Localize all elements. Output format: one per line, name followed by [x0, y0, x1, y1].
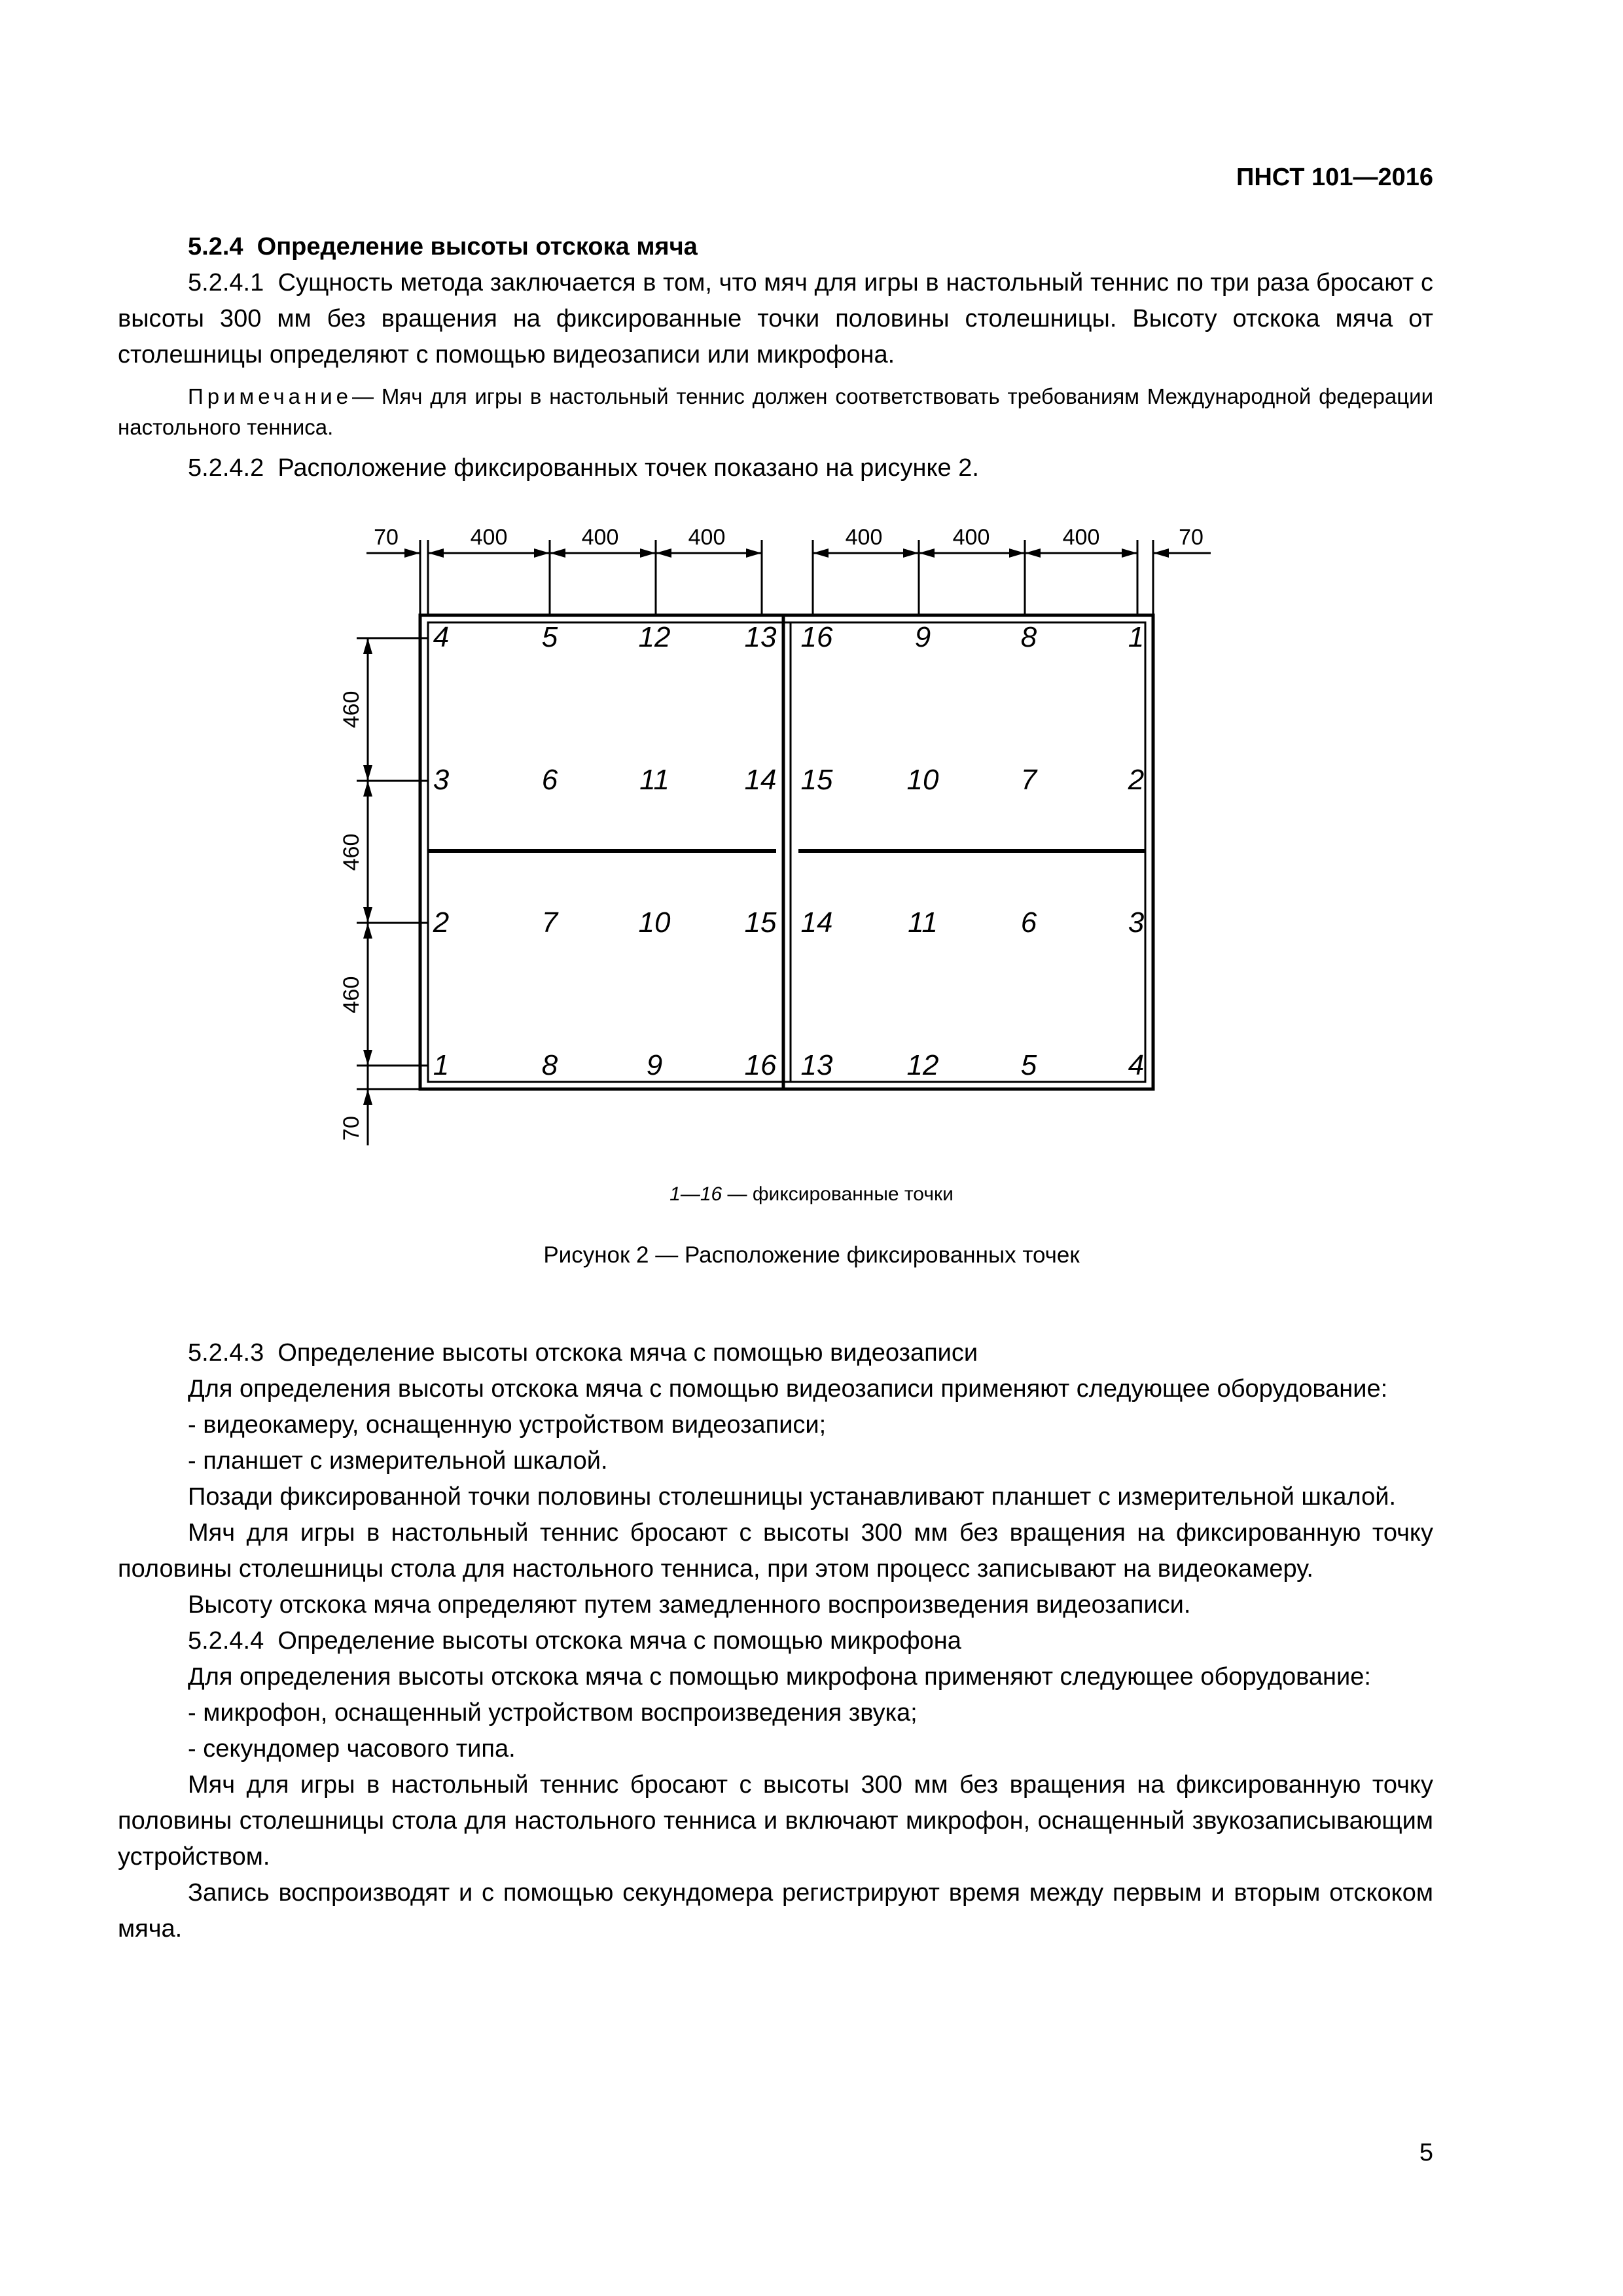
fixed-point: 8: [1020, 621, 1037, 653]
figure-caption: Рисунок 2 — Расположение фиксированных точек: [543, 1242, 1080, 1268]
fixed-point: 13: [800, 1049, 833, 1081]
top-extension-lines: [420, 540, 1153, 615]
paragraph: Позади фиксированной точки половины столешницы устанавливают планшет с измерительной шкалой.: [188, 1483, 1397, 1511]
fixed-point: 7: [1020, 764, 1037, 796]
dim-label: 400: [845, 525, 883, 550]
paragraph: Для определения высоты отскока мяча с помощью микрофона применяют следующее оборудование:: [188, 1663, 1371, 1691]
fixed-point: 6: [541, 764, 558, 796]
legend-text: — фиксированные точки: [722, 1183, 954, 1205]
fixed-point: 12: [638, 621, 671, 653]
paragraph: Высоту отскока мяча определяют путем замедленного воспроизведения видеозаписи.: [188, 1591, 1191, 1619]
fixed-point: 11: [639, 764, 669, 796]
fixed-point: 7: [541, 906, 558, 939]
dim-label: 70: [1179, 525, 1204, 550]
clause-text: Сущность метода заключается в том, что мяч для игры в настольный теннис по три раза бросают с высоты 300 мм без вращения на фиксированные точки половины столешницы. Высоту отскока мяча от столешницы определяют с помощью видеозаписи или микрофона.: [118, 269, 1433, 368]
fixed-point: 1: [1128, 621, 1145, 653]
paragraph: Мяч для игры в настольный теннис бросают с высоты 300 мм без вращения на фиксированную точку половины столешницы стола для настольного тенниса и включают микрофон, оснащенный звукозаписывающим устройством.: [118, 1771, 1433, 1871]
fixed-point: 2: [1128, 764, 1145, 796]
fixed-point: 11: [908, 906, 938, 939]
left-dimension-labels: [339, 691, 364, 1141]
heading-number: 5.2.4: [188, 233, 243, 260]
dim-label: 400: [581, 525, 619, 550]
dim-label: 70: [339, 1116, 364, 1141]
fixed-point: 9: [914, 621, 931, 653]
fixed-point: 12: [906, 1049, 939, 1081]
legend-range: 1—16: [669, 1183, 722, 1205]
fixed-point: 4: [1128, 1049, 1145, 1081]
dim-label: 400: [952, 525, 990, 550]
dim-label: 400: [470, 525, 508, 550]
fixed-point: 4: [433, 621, 450, 653]
subsection-heading-5-2-4-3: [118, 1335, 1433, 1371]
heading-title: Определение высоты отскока мяча: [257, 233, 698, 260]
list-item: - микрофон, оснащенный устройством воспроизведения звука;: [188, 1699, 918, 1727]
top-dimension-labels: [374, 525, 1204, 550]
subsection-heading-5-2-4-4: [118, 1623, 1433, 1659]
clause-number: 5.2.4.2: [188, 454, 264, 482]
dim-label: 400: [1062, 525, 1100, 550]
fixed-point: 5: [541, 621, 558, 653]
clause-number: 5.2.4.3: [188, 1339, 264, 1367]
dim-label: 460: [339, 833, 364, 871]
list-item: - секундомер часового типа.: [188, 1735, 516, 1763]
fixed-point: 15: [800, 764, 833, 796]
dim-label: 70: [374, 525, 399, 550]
fixed-point: 10: [638, 906, 671, 939]
fixed-point: 10: [906, 764, 939, 796]
list-item: - планшет с измерительной шкалой.: [188, 1447, 608, 1475]
clause-text: Расположение фиксированных точек показано на рисунке 2.: [277, 454, 979, 482]
fixed-point: 3: [1128, 906, 1145, 939]
fixed-point: 9: [646, 1049, 663, 1081]
fixed-point: 14: [744, 764, 777, 796]
paragraph: Для определения высоты отскока мяча с помощью видеозаписи применяют следующее оборудование:: [188, 1375, 1388, 1403]
clause-title: Определение высоты отскока мяча с помощью микрофона: [277, 1627, 961, 1655]
list-item: - видеокамеру, оснащенную устройством видеозаписи;: [188, 1411, 827, 1439]
note-text: — Мяч для игры в настольный теннис должен соответствовать требованиям Международной федерации настольного тенниса.: [118, 384, 1433, 439]
clause-number: 5.2.4.4: [188, 1627, 264, 1655]
clause-number: 5.2.4.1: [188, 269, 264, 296]
dim-label: 460: [339, 976, 364, 1014]
fixed-point: 14: [800, 906, 833, 939]
fixed-point: 3: [433, 764, 450, 796]
fixed-point: 16: [744, 1049, 777, 1081]
fixed-point: 15: [744, 906, 777, 939]
page-number: 5: [1419, 2139, 1433, 2166]
dim-label: 400: [688, 525, 726, 550]
fixed-point: 2: [433, 906, 450, 939]
fixed-point: 1: [433, 1049, 450, 1081]
section-bottom: [118, 1335, 1433, 1947]
fixed-point: 13: [744, 621, 777, 653]
fixed-point: 16: [800, 621, 833, 653]
fixed-point: 8: [541, 1049, 558, 1081]
fixed-point: 6: [1020, 906, 1037, 939]
paragraph: Мяч для игры в настольный теннис бросают с высоты 300 мм без вращения на фиксированную точку половины столешницы стола для настольного тенниса, при этом процесс записывают на видеокамеру.: [118, 1519, 1433, 1583]
paragraph: Запись воспроизводят и с помощью секундомера регистрируют время между первым и вторым отскоком мяча.: [118, 1879, 1433, 1943]
figure-legend: [0, 1183, 1623, 1206]
note-label: Примечание: [188, 384, 353, 408]
clause-title: Определение высоты отскока мяча с помощью видеозаписи: [277, 1339, 978, 1367]
dim-label: 460: [339, 691, 364, 728]
fixed-point: 5: [1020, 1049, 1037, 1081]
document-code: ПНСТ 101—2016: [1236, 164, 1433, 191]
